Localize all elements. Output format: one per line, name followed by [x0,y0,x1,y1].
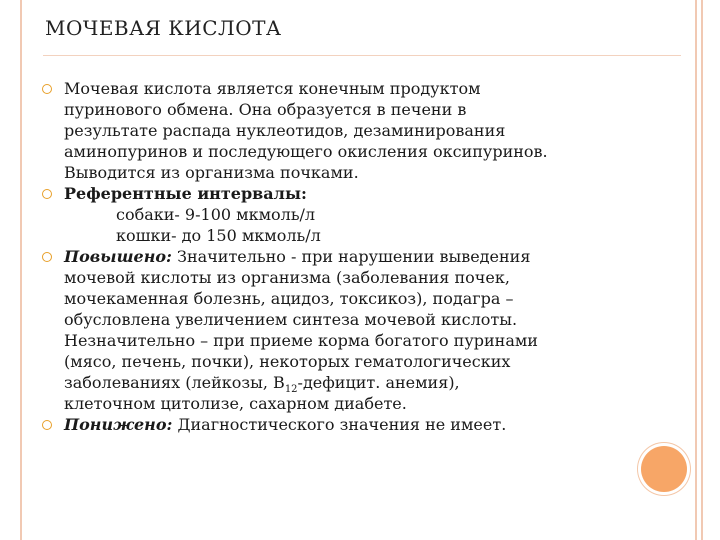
text-line: аминопуринов и последующего окисления оксипуринов. [64,142,548,161]
text-line: Мочевая кислота является конечным продуктом [64,79,481,98]
bullet-item-reference-intervals [42,183,622,246]
title-divider [43,55,681,56]
text-line: мочевой кислоты из организма (заболевания почек, [64,268,510,287]
reference-dogs: собаки- 9-100 мкмоль/л [116,205,316,224]
text-fragment: заболеваниях (лейкозы, В [64,373,285,392]
text-line: Незначительно – при приеме корма богатого пуринами [64,331,538,350]
reference-cats: кошки- до 150 мкмоль/л [116,226,321,245]
bullet-item-decreased [42,414,622,435]
circle-bullet-icon [42,189,52,199]
increased-label: Повышено: [64,247,172,266]
text-line: Выводится из организма почками. [64,163,359,182]
bullet-item-description [42,78,622,183]
text-line [64,246,622,267]
text-line: клеточном цитолизе, сахарном диабете. [64,394,407,413]
text-line: обусловлена увеличением синтеза мочевой кислоты. [64,310,518,329]
text-fragment: Диагностического значения не имеет. [172,415,507,434]
text-line [64,372,622,396]
text-line: результате распада нуклеотидов, дезаминирования [64,121,506,140]
right-frame-line-inner [695,0,697,540]
slide-title: МОЧЕВАЯ КИСЛОТА [45,16,282,40]
text-fragment: Значительно - при нарушении выведения [171,247,531,266]
text-line: мочекаменная болезнь, ацидоз, токсикоз), подагра – [64,289,514,308]
text-line [64,414,622,435]
right-frame-line-outer [701,0,703,540]
left-frame-line [20,0,22,540]
text-line: пуринового обмена. Она образуется в печени в [64,100,467,119]
subscript: 12 [284,384,298,396]
circle-bullet-icon [42,420,52,430]
slide-content [42,78,622,435]
text-fragment: -дефицит. анемия), [297,373,460,392]
circle-bullet-icon [42,252,52,262]
reference-heading: Референтные интервалы: [64,184,307,203]
decreased-label: Понижено: [64,415,173,434]
bullet-item-increased [42,246,622,414]
circle-bullet-icon [42,84,52,94]
text-line: (мясо, печень, почки), некоторых гематологических [64,352,511,371]
decorative-circle [641,446,687,492]
